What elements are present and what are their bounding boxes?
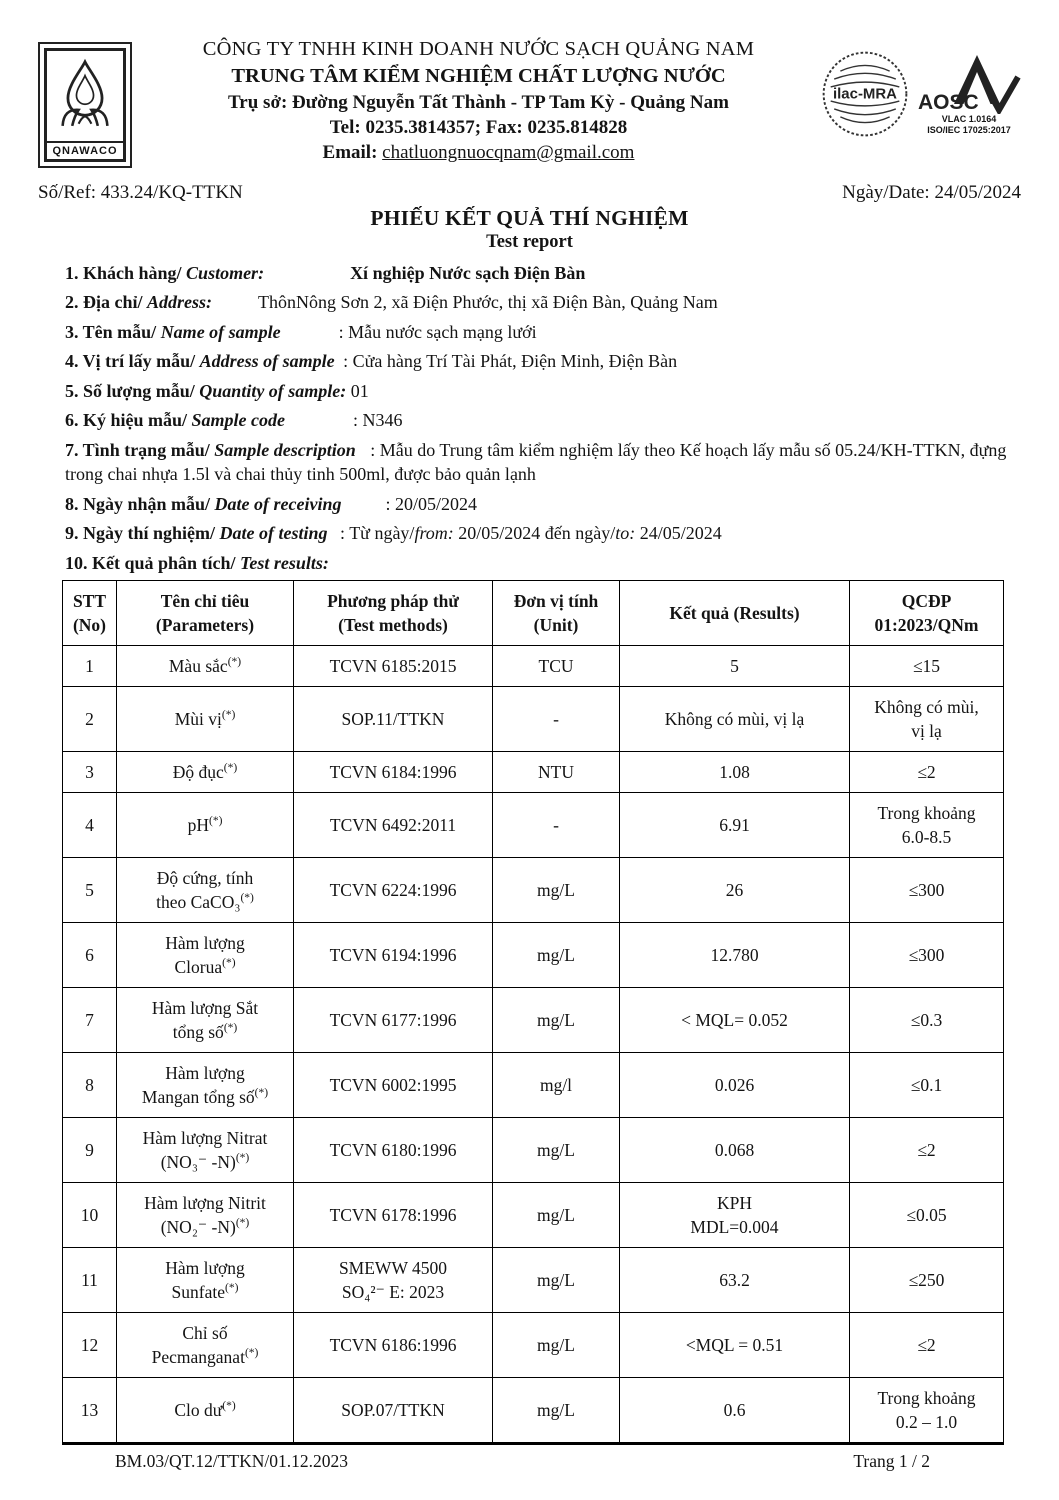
cell-result: KPH MDL=0.004: [620, 1183, 850, 1248]
cell-limit: Trong khoảng 0.2 – 1.0: [850, 1378, 1004, 1444]
ilac-mra-stamp: [821, 50, 909, 138]
cell-no: 12: [63, 1313, 117, 1378]
text-segment: 20/05/2024 đến ngày/: [453, 523, 616, 544]
text-segment: Sample code: [191, 410, 286, 431]
cell-unit: mg/l: [493, 1053, 620, 1118]
info-item-4: [65, 349, 1021, 373]
cell-result: 26: [620, 858, 850, 923]
table-row: [63, 923, 1004, 988]
letterhead: [38, 34, 1021, 168]
cell-limit: ≤300: [850, 858, 1004, 923]
aosc-logo: [917, 52, 1021, 137]
text-segment: 2. Địa chỉ/: [65, 292, 148, 313]
text-segment: to:: [615, 523, 636, 544]
text-segment: 3. Tên mẫu/: [65, 321, 161, 342]
cell-result: 0.6: [620, 1378, 850, 1444]
info-item-2: [65, 290, 1021, 314]
info-item-6: [65, 408, 1021, 432]
cell-unit: mg/L: [493, 988, 620, 1053]
text-segment: Name of sample: [160, 321, 281, 342]
col-header-3: Phương pháp thử (Test methods): [294, 581, 493, 646]
table-row: [63, 858, 1004, 923]
cell-method: TCVN 6186:1996: [294, 1313, 493, 1378]
col-header-1: STT (No): [63, 581, 117, 646]
cell-limit: ≤2: [850, 1313, 1004, 1378]
text-segment: Test results:: [240, 552, 329, 573]
col-header-2: Tên chỉ tiêu (Parameters): [117, 581, 294, 646]
text-segment: Sample description: [214, 439, 356, 460]
info-item-3: [65, 320, 1021, 344]
text-segment: : Mẫu do Trung tâm kiểm nghiệm lấy theo Kế hoạch lấy mẫu số 05.24/KH-TTKN, đựng trong chai nhựa 1.5l và chai thủy tinh 500ml, được bảo quản lạnh: [65, 439, 1007, 485]
cell-parameter: Hàm lượng Mangan tổng số(*): [117, 1053, 294, 1118]
cell-method: SMEWW 4500 SO₄²⁻ E: 2023: [294, 1248, 493, 1313]
cell-method: TCVN 6177:1996: [294, 988, 493, 1053]
cell-limit: ≤0.3: [850, 988, 1004, 1053]
cell-no: 5: [63, 858, 117, 923]
ref-number: Số/Ref: 433.24/KQ-TTKN: [38, 182, 243, 203]
cell-no: 3: [63, 752, 117, 793]
company-info: [132, 34, 821, 165]
table-body: [63, 646, 1004, 1444]
ilac-mra-text: ilac-MRA: [833, 85, 897, 103]
cell-result: 5: [620, 646, 850, 687]
cell-result: 1.08: [620, 752, 850, 793]
cell-method: SOP.11/TTKN: [294, 687, 493, 752]
cell-parameter: pH(*): [117, 793, 294, 858]
text-segment: 5. Số lượng mẫu/: [65, 380, 200, 401]
cell-result: 63.2: [620, 1248, 850, 1313]
table-row: [63, 752, 1004, 793]
text-segment: 8. Ngày nhận mẫu/: [65, 493, 215, 514]
text-segment: 24/05/2024: [635, 523, 722, 544]
cell-method: TCVN 6178:1996: [294, 1183, 493, 1248]
cell-unit: mg/L: [493, 1248, 620, 1313]
text-segment: ThônNông Sơn 2, xã Điện Phước, thị xã Điện Bàn, Quảng Nam: [258, 292, 718, 313]
table-row: [63, 1118, 1004, 1183]
company-email-line: [138, 140, 819, 165]
text-segment: : Từ ngày/: [335, 523, 415, 544]
table-row: [63, 1378, 1004, 1444]
aosc-text: AOSC: [918, 90, 979, 114]
cell-parameter: Độ cứng, tính theo CaCO₃(*): [117, 858, 294, 923]
cell-method: TCVN 6185:2015: [294, 646, 493, 687]
cell-result: 12.780: [620, 923, 850, 988]
cell-method: TCVN 6184:1996: [294, 752, 493, 793]
iso-code: ISO/IEC 17025:2017: [927, 125, 1011, 135]
text-segment: Quantity of sample:: [199, 380, 347, 401]
col-header-4: Đơn vị tính (Unit): [493, 581, 620, 646]
cell-result: <MQL = 0.51: [620, 1313, 850, 1378]
text-segment: : 20/05/2024: [385, 493, 478, 514]
text-segment: 01: [346, 380, 369, 401]
cell-result: 0.068: [620, 1118, 850, 1183]
cell-unit: NTU: [493, 752, 620, 793]
text-segment: 10. Kết quả phân tích/: [65, 552, 241, 573]
cell-limit: ≤2: [850, 752, 1004, 793]
cell-limit: Trong khoảng 6.0-8.5: [850, 793, 1004, 858]
cell-limit: ≤0.1: [850, 1053, 1004, 1118]
cell-no: 1: [63, 646, 117, 687]
text-segment: Date of testing: [219, 523, 328, 544]
text-segment: 6. Ký hiệu mẫu/: [65, 410, 192, 431]
cell-result: < MQL= 0.052: [620, 988, 850, 1053]
logo-text: QNAWACO: [47, 141, 123, 159]
cell-no: 8: [63, 1053, 117, 1118]
company-logo: [38, 42, 132, 168]
cell-method: TCVN 6224:1996: [294, 858, 493, 923]
text-segment: 4. Vị trí lấy mẫu/: [65, 351, 200, 372]
cell-unit: mg/L: [493, 1118, 620, 1183]
cell-parameter: Mùi vị(*): [117, 687, 294, 752]
text-segment: : Cửa hàng Trí Tài Phát, Điện Minh, Điện Bàn: [338, 351, 678, 372]
cell-unit: TCU: [493, 646, 620, 687]
cell-parameter: Hàm lượng Nitrit (NO₂⁻ -N)(*): [117, 1183, 294, 1248]
info-item-1: [65, 261, 1021, 285]
table-row: [63, 1183, 1004, 1248]
center-name: TRUNG TÂM KIỂM NGHIỆM CHẤT LƯỢNG NƯỚC: [231, 65, 726, 88]
company-telfax: Tel: 0235.3814357; Fax: 0235.814828: [329, 117, 628, 139]
cell-parameter: Chỉ số Pecmanganat(*): [117, 1313, 294, 1378]
aosc-lambda-check-icon: [917, 52, 1021, 114]
text-segment: Xí nghiệp Nước sạch Điện Bàn: [350, 263, 586, 283]
cell-no: 4: [63, 793, 117, 858]
text-segment: Customer:: [186, 263, 265, 283]
cell-method: SOP.07/TTKN: [294, 1378, 493, 1444]
cell-no: 6: [63, 923, 117, 988]
cell-parameter: Hàm lượng Sunfate(*): [117, 1248, 294, 1313]
cell-limit: ≤250: [850, 1248, 1004, 1313]
text-segment: Address of sample: [199, 351, 335, 372]
table-head: [63, 581, 1004, 646]
cell-limit: ≤300: [850, 923, 1004, 988]
info-item-10: [65, 551, 1021, 575]
email-label: Email:: [322, 142, 378, 164]
text-segment: from:: [414, 523, 454, 544]
vlac-code: VLAC 1.0164: [941, 113, 997, 124]
cell-method: TCVN 6194:1996: [294, 923, 493, 988]
report-subtitle: Test report: [486, 232, 573, 252]
cell-unit: mg/L: [493, 1183, 620, 1248]
cell-parameter: Hàm lượng Nitrat (NO₃⁻ -N)(*): [117, 1118, 294, 1183]
cell-unit: -: [493, 793, 620, 858]
cell-no: 7: [63, 988, 117, 1053]
text-segment: 7. Tình trạng mẫu/: [65, 439, 215, 460]
cell-no: 13: [63, 1378, 117, 1444]
cell-unit: -: [493, 687, 620, 752]
company-name: CÔNG TY TNHH KINH DOANH NƯỚC SẠCH QUẢNG NAM: [202, 38, 755, 60]
report-title: PHIẾU KẾT QUẢ THÍ NGHIỆM: [370, 206, 689, 230]
company-logo-frame: [44, 48, 126, 162]
text-segment: 1. Khách hàng/: [65, 263, 187, 283]
text-segment: : N346: [353, 410, 403, 431]
text-segment: Address:: [147, 292, 213, 313]
page-footer: [38, 1451, 1021, 1472]
email-link: chatluongnuocqnam@gmail.com: [382, 142, 635, 164]
cell-unit: mg/L: [493, 1378, 620, 1444]
cell-parameter: Hàm lượng Sắt tổng số(*): [117, 988, 294, 1053]
cell-no: 10: [63, 1183, 117, 1248]
cell-parameter: Độ đục(*): [117, 752, 294, 793]
table-row: [63, 988, 1004, 1053]
info-item-5: [65, 379, 1021, 403]
text-segment: : Mẫu nước sạch mạng lưới: [338, 321, 537, 342]
cell-unit: mg/L: [493, 1313, 620, 1378]
cell-limit: ≤15: [850, 646, 1004, 687]
cell-method: TCVN 6002:1995: [294, 1053, 493, 1118]
cell-method: TCVN 6492:2011: [294, 793, 493, 858]
col-header-6: QCĐP 01:2023/QNm: [850, 581, 1004, 646]
cell-limit: ≤2: [850, 1118, 1004, 1183]
text-segment: 9. Ngày thí nghiệm/: [65, 523, 220, 544]
table-row: [63, 646, 1004, 687]
col-header-5: Kết quả (Results): [620, 581, 850, 646]
cell-result: Không có mùi, vị lạ: [620, 687, 850, 752]
info-item-9: [65, 521, 1021, 545]
table-row: [63, 1248, 1004, 1313]
cell-no: 11: [63, 1248, 117, 1313]
table-row: [63, 793, 1004, 858]
cell-parameter: Màu sắc(*): [117, 646, 294, 687]
cell-parameter: Clo dư(*): [117, 1378, 294, 1444]
accreditation-marks: [821, 50, 1021, 138]
info-list: [65, 261, 1021, 575]
table-row: [63, 1053, 1004, 1118]
page-number: Trang 1 / 2: [853, 1451, 930, 1472]
report-date: Ngày/Date: 24/05/2024: [842, 182, 1021, 203]
form-code: BM.03/QT.12/TTKN/01.12.2023: [115, 1451, 349, 1472]
results-table: [62, 580, 1004, 1445]
cell-no: 2: [63, 687, 117, 752]
table-row: [63, 1313, 1004, 1378]
cell-parameter: Hàm lượng Clorua(*): [117, 923, 294, 988]
water-drop-hands-icon: [47, 51, 123, 141]
cell-method: TCVN 6180:1996: [294, 1118, 493, 1183]
cell-result: 6.91: [620, 793, 850, 858]
cell-no: 9: [63, 1118, 117, 1183]
info-item-8: [65, 492, 1021, 516]
cell-limit: Không có mùi, vị lạ: [850, 687, 1004, 752]
cell-result: 0.026: [620, 1053, 850, 1118]
cell-unit: mg/L: [493, 858, 620, 923]
company-address: Trụ sở: Đường Nguyễn Tất Thành - TP Tam Kỳ - Quảng Nam: [228, 92, 729, 114]
cell-limit: ≤0.05: [850, 1183, 1004, 1248]
text-segment: Date of receiving: [214, 493, 342, 514]
header-row: [63, 581, 1004, 646]
cell-unit: mg/L: [493, 923, 620, 988]
info-item-7: [65, 438, 1021, 487]
ref-date-line: [38, 182, 1021, 204]
table-row: [63, 687, 1004, 752]
